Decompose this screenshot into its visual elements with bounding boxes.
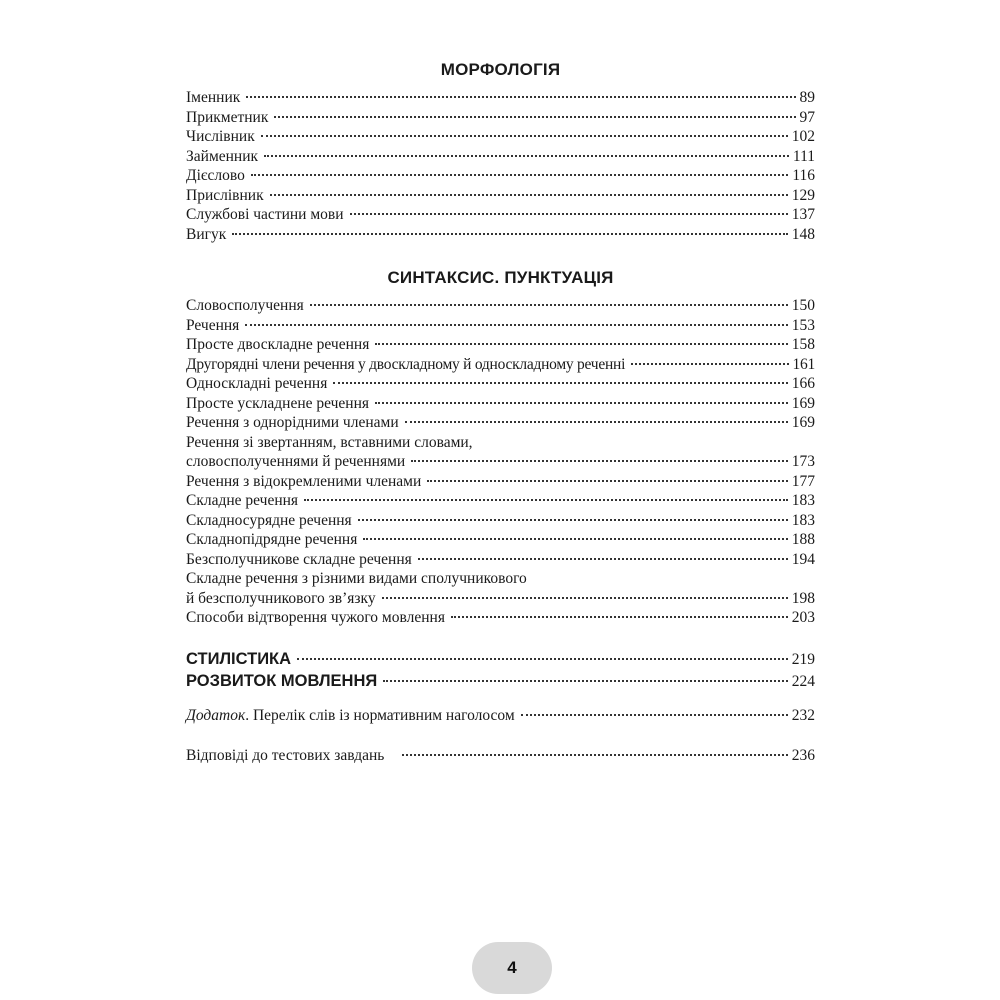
dot-leader bbox=[297, 658, 788, 660]
entry-page: 89 bbox=[799, 89, 815, 106]
toc-entry bbox=[186, 550, 815, 570]
toc-entry-stylistics bbox=[186, 648, 815, 670]
toc-entry bbox=[186, 166, 815, 186]
toc-entry bbox=[186, 608, 815, 628]
morphology-list bbox=[186, 88, 815, 244]
entry-page: 173 bbox=[791, 453, 815, 470]
entry-page: 111 bbox=[792, 147, 815, 165]
toc-entry bbox=[186, 316, 815, 336]
toc-entry bbox=[186, 205, 815, 225]
entry-page: 224 bbox=[791, 673, 815, 690]
dot-leader bbox=[631, 363, 788, 365]
entry-label: Речення bbox=[186, 316, 240, 334]
entry-label: Просте ускладнене речення bbox=[186, 394, 370, 412]
dot-leader bbox=[261, 135, 788, 137]
dot-leader bbox=[418, 558, 788, 560]
entry-label: Службові частини мови bbox=[186, 206, 344, 223]
dot-leader bbox=[521, 714, 788, 716]
entry-label: Займенник bbox=[186, 147, 259, 165]
toc-entry-appendix bbox=[186, 706, 815, 726]
toc-entry bbox=[186, 491, 815, 511]
section-title-morphology: МОРФОЛОГІЯ bbox=[440, 60, 561, 79]
answers-list bbox=[186, 746, 815, 766]
toc-entry bbox=[186, 530, 815, 550]
entry-label: СТИЛІСТИКА bbox=[186, 650, 292, 668]
entry-label: Іменник bbox=[186, 89, 241, 106]
entry-page: 183 bbox=[791, 511, 815, 529]
toc-entry bbox=[186, 296, 815, 316]
entry-page: 236 bbox=[791, 747, 815, 764]
entry-page: 153 bbox=[791, 316, 815, 334]
dot-leader bbox=[274, 116, 795, 118]
entry-page: 183 bbox=[791, 492, 815, 509]
dot-leader bbox=[363, 538, 787, 540]
dot-leader bbox=[304, 499, 788, 501]
entry-page: 198 bbox=[791, 589, 815, 607]
dot-leader bbox=[350, 213, 788, 215]
entry-page: 203 bbox=[791, 609, 815, 626]
entry-label: Дієслово bbox=[186, 167, 245, 184]
syntax-list bbox=[186, 296, 815, 628]
dot-leader bbox=[382, 597, 788, 599]
appendix-rest-label: . Перелік слів із нормативним наголосом bbox=[245, 707, 515, 724]
dot-leader bbox=[251, 174, 788, 176]
dot-leader bbox=[427, 480, 787, 482]
toc-entry bbox=[186, 374, 815, 394]
entry-label: Словосполучення bbox=[186, 297, 304, 314]
dot-leader bbox=[333, 382, 787, 384]
entry-label bbox=[186, 706, 515, 726]
dot-leader bbox=[245, 324, 787, 326]
page-number-badge bbox=[472, 942, 552, 994]
entry-label: Просте двоскладне речення bbox=[186, 336, 370, 353]
entry-page: 219 bbox=[791, 651, 815, 668]
entry-label: Прикметник bbox=[186, 108, 269, 126]
toc-entry bbox=[186, 472, 815, 492]
dot-leader bbox=[405, 421, 788, 423]
entry-label: Відповіді до тестових завдань bbox=[186, 747, 385, 764]
toc-entry bbox=[186, 394, 815, 414]
toc-entry bbox=[186, 88, 815, 108]
entry-page: 169 bbox=[791, 394, 815, 412]
entry-label: словосполученнями й реченнями bbox=[186, 453, 406, 470]
entry-label: Способи відтворення чужого мовлення bbox=[186, 609, 445, 626]
toc-entry bbox=[186, 589, 815, 609]
entry-page: 116 bbox=[792, 167, 815, 184]
toc-entry bbox=[186, 108, 815, 128]
entry-page: 169 bbox=[791, 414, 815, 431]
dot-leader bbox=[264, 155, 789, 157]
entry-label-line1: Речення зі звертанням, вставними словами, bbox=[186, 433, 473, 451]
dot-leader bbox=[375, 343, 787, 345]
entry-label: Односкладні речення bbox=[186, 375, 328, 392]
section-title-syntax: СИНТАКСИС. ПУНКТУАЦІЯ bbox=[387, 268, 614, 287]
entry-page: 129 bbox=[791, 186, 815, 204]
entry-label: Складнопідрядне речення bbox=[186, 531, 358, 548]
toc-entry bbox=[186, 127, 815, 147]
toc-entry-answers bbox=[186, 746, 815, 766]
entry-page: 158 bbox=[791, 336, 815, 353]
toc-entry bbox=[186, 511, 815, 531]
dot-leader bbox=[383, 680, 788, 682]
entry-page: 102 bbox=[791, 128, 815, 145]
entry-page: 150 bbox=[791, 297, 815, 314]
dot-leader bbox=[411, 460, 788, 462]
dot-leader bbox=[310, 304, 788, 306]
entry-label: Вигук bbox=[186, 225, 227, 243]
dot-leader bbox=[246, 96, 795, 98]
entry-label: Прислівник bbox=[186, 186, 264, 204]
entry-page: 177 bbox=[791, 472, 815, 490]
entry-label: Складносурядне речення bbox=[186, 511, 352, 529]
entry-label: Числівник bbox=[186, 128, 255, 145]
entry-label: Речення з однорідними членами bbox=[186, 414, 399, 431]
entry-label: й безсполучникового зв’язку bbox=[186, 589, 376, 607]
toc-entry bbox=[186, 452, 815, 472]
entry-page: 137 bbox=[791, 206, 815, 223]
entry-label: Складне речення bbox=[186, 492, 299, 509]
dot-leader bbox=[358, 519, 788, 521]
entry-label: РОЗВИТОК МОВЛЕННЯ bbox=[186, 672, 378, 690]
toc-entry bbox=[186, 413, 815, 433]
appendix-italic-label: Додаток bbox=[186, 707, 246, 724]
dot-leader bbox=[375, 402, 788, 404]
entry-page: 97 bbox=[799, 108, 815, 126]
toc-entry bbox=[186, 355, 815, 375]
major-sections-list bbox=[186, 648, 815, 692]
entry-page: 161 bbox=[792, 355, 815, 373]
toc-entry bbox=[186, 147, 815, 167]
toc-entry bbox=[186, 225, 815, 245]
dot-leader bbox=[270, 194, 788, 196]
entry-label: Речення з відокремленими членами bbox=[186, 472, 422, 490]
entry-page: 194 bbox=[791, 550, 815, 568]
entry-label-line1: Складне речення з різними видами сполучникового bbox=[186, 570, 527, 587]
entry-label: Другорядні члени речення у двоскладному й односкладному реченні bbox=[186, 355, 626, 373]
toc-entry bbox=[186, 186, 815, 206]
entry-page: 166 bbox=[791, 375, 815, 392]
dot-leader bbox=[451, 616, 788, 618]
entry-page: 232 bbox=[791, 707, 815, 724]
dot-leader bbox=[232, 233, 787, 235]
dot-leader bbox=[402, 754, 787, 756]
entry-page: 188 bbox=[791, 531, 815, 548]
appendix-list bbox=[186, 706, 815, 726]
entry-page: 148 bbox=[791, 225, 815, 243]
toc-entry bbox=[186, 335, 815, 355]
toc-entry-speech-development bbox=[186, 670, 815, 692]
entry-label: Безсполучникове складне речення bbox=[186, 550, 412, 568]
page-number: 4 bbox=[507, 958, 517, 977]
